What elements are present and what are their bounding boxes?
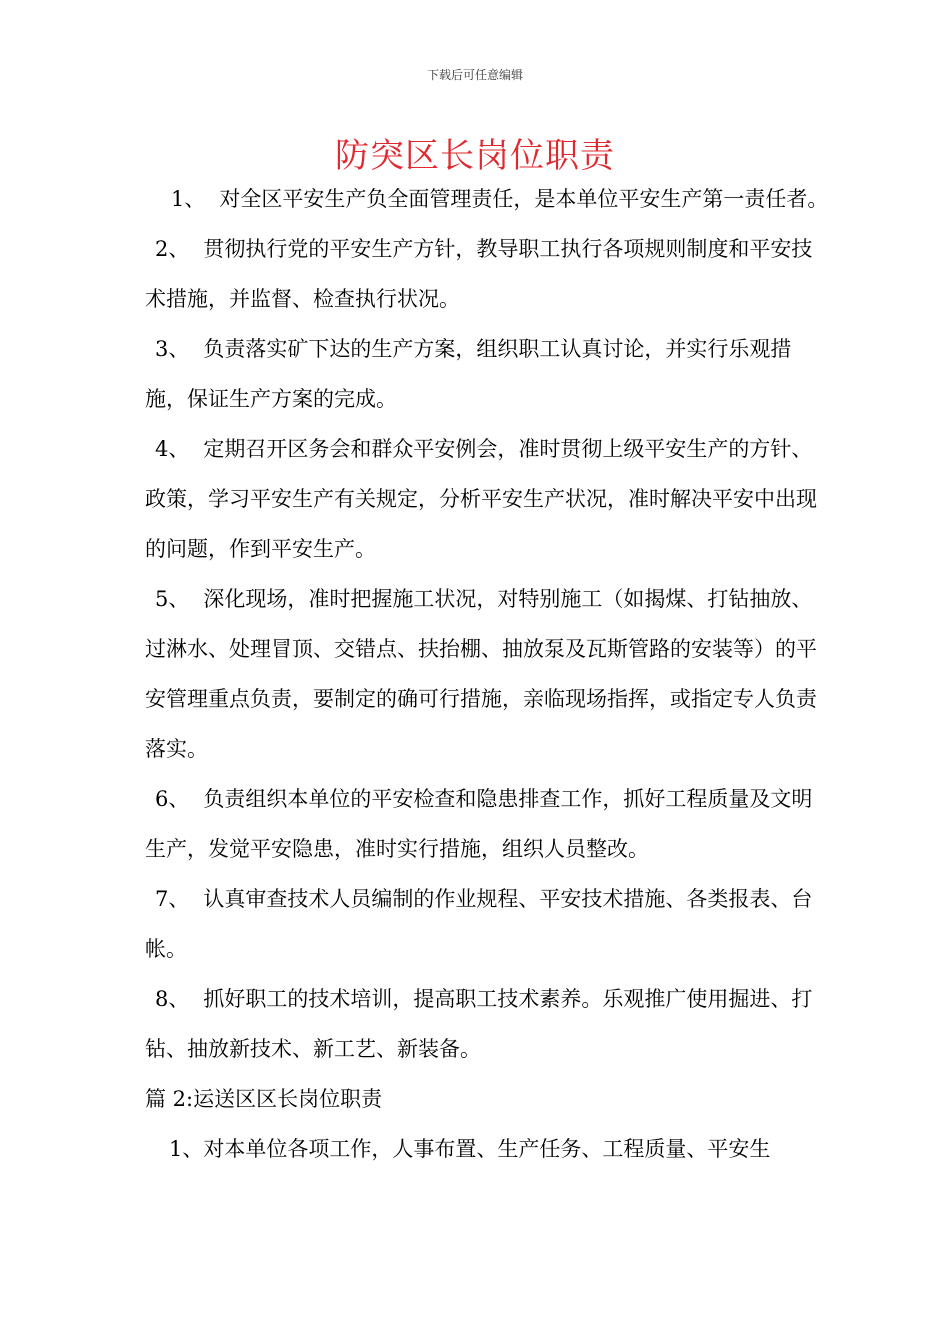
item-number: 6、 [155,787,190,811]
item-text: 深化现场，准时把握施工状况，对特别施工（如揭煤、打钻抽放、过淋水、处理冒顶、交错点、扶抬棚、抽放泵及瓦斯管路的安装等）的平安管理重点负责，要制定的确可行措施，亲临现场指挥，或指定专人负责落实。 [145,587,817,761]
item-number: 1、 [171,187,206,211]
duty-item-1 [145,174,830,224]
duty-item-8 [145,974,830,1074]
page-header-note: 下载后可任意编辑 [426,68,523,82]
item-text: 定期召开区务会和群众平安例会，准时贯彻上级平安生产的方针、政策，学习平安生产有关规定，分析平安生产状况，准时解决平安中出现的问题，作到平安生产。 [145,437,817,561]
duty-item-2 [145,224,830,324]
item-number: 7、 [155,887,190,911]
document-body [145,174,830,1174]
item-number: 3、 [155,337,190,361]
duty-item-6 [145,774,830,874]
duty-item-5 [145,574,830,774]
duty-item-3 [145,324,830,424]
duty-item-4 [145,424,830,574]
item-text: 负责组织本单位的平安检查和隐患排查工作，抓好工程质量及文明生产，发觉平安隐患，准时实行措施，组织人员整改。 [145,787,813,861]
item-number: 2、 [155,237,190,261]
item-number: 4、 [155,437,190,461]
item-text: 贯彻执行党的平安生产方针，教导职工执行各项规则制度和平安技术措施，并监督、检查执行状况。 [145,237,813,311]
item-text: 认真审查技术人员编制的作业规程、平安技术措施、各类报表、台帐。 [145,887,813,961]
item-number: 5、 [155,587,190,611]
document-title: 防突区长岗位职责 [335,136,615,176]
duty-item-7 [145,874,830,974]
item-text: 负责落实矿下达的生产方案，组织职工认真讨论，并实行乐观措施，保证生产方案的完成。 [145,337,792,411]
item-text: 抓好职工的技术培训，提高职工技术素养。乐观推广使用掘进、打钻、抽放新技术、新工艺、新装备。 [145,987,813,1061]
item-text: 对全区平安生产负全面管理责任，是本单位平安生产第一责任者。 [219,187,829,211]
item-number: 8、 [155,987,190,1011]
section-2-heading: 篇 2:运送区区长岗位职责 [145,1087,383,1111]
section-2-item-1: 1、对本单位各项工作，人事布置、生产任务、工程质量、平安生 [169,1137,771,1161]
